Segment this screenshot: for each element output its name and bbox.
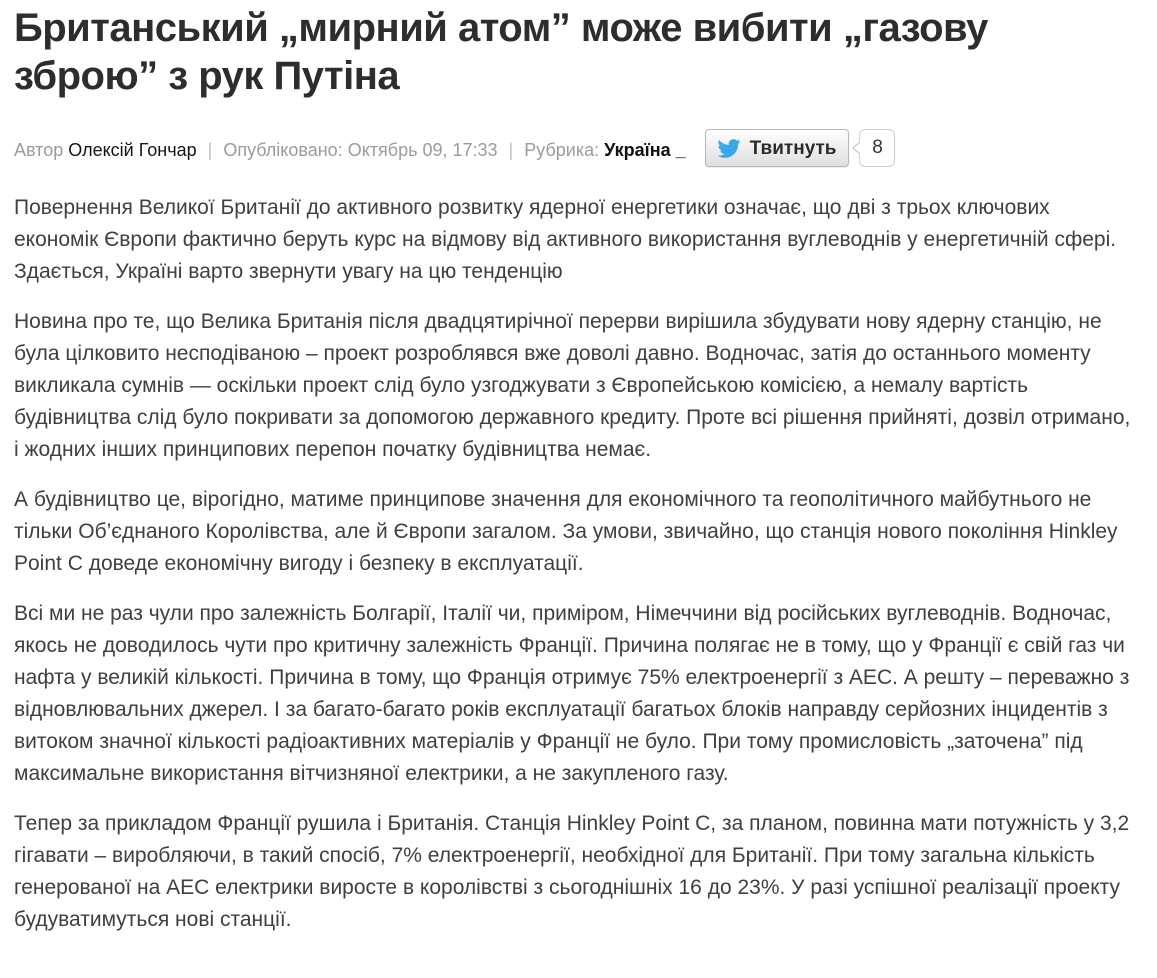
rubric-suffix: _ [675,140,686,160]
article-body [14,192,1135,936]
tweet-count-value: 8 [872,137,883,159]
tweet-count-bubble[interactable] [859,129,895,167]
tweet-button[interactable] [705,129,850,167]
article-paragraph: А будівництво це, вірогідно, матиме принципове значення для економічного та геополітичного майбутнього не тільки Об’єднаного Королівства, але й Європи загалом. За умови, звичайно, що станція нового покоління Hinkley Point C доведе економічну вигоду і безпеку в експлуатації. [14,488,1118,576]
article-paragraph: Новина про те, що Велика Британія після двадцятирічної перерви вирішила збудувати нову ядерну станцію, не була цілковито несподіваною – проект розроблявся вже доволі давно. Водночас, затія до останнього моменту викликала сумнів — оскільки проект слід було узгоджувати з Європейською комісією, а немалу вартість будівництва слід було покривати за допомогою державного кредиту. Проте всі рішення прийняті, дозвіл отримано, і жодних інших принципових перепон початку будівництва немає. [14,310,1131,462]
article-paragraph: Всі ми не раз чули про залежність Болгарії, Італії чи, приміром, Німеччини від російських вуглеводнів. Водночас, якось не доводилось чути про критичну залежність Франції. Причина полягає не в тому, що у Франції є свій газ чи нафта у великій кількості. Причина в тому, що Франція отримує 75% електроенергії з АЕС. А решту – переважно з відновлювальних джерел. І за багато-багато років експлуатації багатьох блоків направду серйозних інцидентів з витоком значної кількості радіоактивних матеріалів у Франції не було. При тому промисловість „заточена” під максимальне використання вітчизняної електрики, а не закупленого газу. [14,602,1130,786]
byline-separator: | [207,140,213,160]
tweet-widget [705,129,896,167]
author-label: Автор [14,140,64,160]
rubric-label: Рубрика: [524,140,600,160]
article-paragraph: Тепер за прикладом Франції рушила і Британія. Станція Hinkley Point C, за планом, повинна мати потужність у 3,2 гігавати – виробляючи, в такий спосіб, 7% електроенергії, необхідної для Британії. При тому загальна кількість генерованої на АЕС електрики виросте в королівстві з сьогоднішніх 16 до 23%. У разі успішної реалізації проекту будуватимуться нові станції. [14,812,1130,932]
twitter-bird-icon [715,137,743,160]
article-byline [14,130,1135,170]
author-link[interactable]: Олексій Гончар [68,140,197,160]
rubric-link[interactable]: Україна [604,140,671,160]
published-text: Опубліковано: Октябрь 09, 17:33 [223,140,498,160]
article-paragraph: Повернення Великої Британії до активного розвитку ядерної енергетики означає, що дві з трьох ключових економік Європи фактично беруть курс на відмову від активного використання вуглеводнів у енергетичній сфері. Здається, Україні варто звернути увагу на цю тенденцію [14,196,1117,284]
article-title: Британський „мирний атом” може вибити „газову зброю” з рук Путіна [14,6,988,98]
byline-separator: | [508,140,514,160]
tweet-button-label: Твитнуть [749,137,837,159]
